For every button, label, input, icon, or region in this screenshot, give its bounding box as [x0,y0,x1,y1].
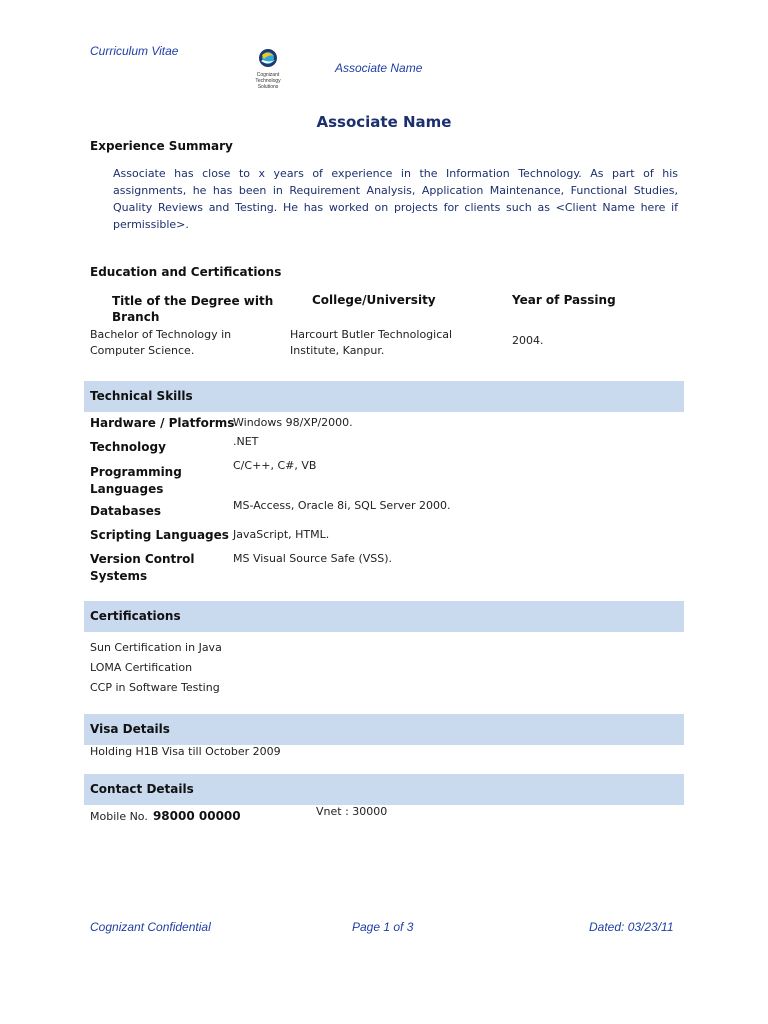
college-line: Harcourt Butler Technological [290,328,453,341]
degree-header-line: Branch [112,310,160,324]
logo-line: Cognizant [256,72,280,78]
education-heading: Education and Certifications [90,265,282,279]
visa-text: Holding H1B Visa till October 2009 [90,745,281,758]
page-title: Associate Name [316,113,452,131]
education-college-cell [290,327,452,359]
experience-summary [113,165,678,233]
visa-heading: Visa Details [84,714,684,745]
logo-line: Technology [255,78,281,84]
skill-label-line: Languages [90,482,164,496]
footer-page-number: Page 1 of 3 [352,920,414,934]
contact-mobile [90,805,241,824]
skill-value: JavaScript, HTML. [233,528,330,541]
skill-label: Scripting Languages [90,528,229,542]
summary-line: assignments, he has been in Requirement Analysis, Application Maintenance, Functional Studies, [113,184,678,197]
skill-label: Hardware / Platforms [90,416,235,430]
certifications-list [90,638,222,698]
certifications-heading: Certifications [84,601,684,632]
degree-line: Computer Science. [90,344,195,357]
education-col-year-header: Year of Passing [512,293,616,307]
logo-line: Solutions [257,84,279,90]
skill-label: Databases [90,504,162,518]
skill-value: Windows 98/XP/2000. [233,416,353,429]
skill-label [90,551,195,585]
mobile-label: Mobile No. [90,810,148,823]
skill-value: C/C++, C#, VB [233,459,317,472]
degree-line: Bachelor of Technology in [90,328,232,341]
list-item: Sun Certification in Java [90,641,222,654]
company-logo [252,48,284,90]
mobile-value: 98000 00000 [152,809,241,823]
list-item: CCP in Software Testing [90,681,220,694]
education-year-cell: 2004. [512,334,544,347]
college-line: Institute, Kanpur. [290,344,385,357]
contact-vnet: Vnet : 30000 [316,805,388,818]
summary-line: permissible>. [113,218,189,231]
education-col-degree-header [112,293,273,325]
experience-heading: Experience Summary [90,139,233,153]
skill-label: Technology [90,440,166,454]
skill-value: .NET [233,435,259,448]
skill-value: MS Visual Source Safe (VSS). [233,552,393,565]
skill-label-line: Systems [90,569,148,583]
footer-confidential: Cognizant Confidential [90,920,211,934]
summary-line: Associate has close to x years of experience in the Information Technology. As part of his [113,167,678,180]
technical-skills-heading: Technical Skills [84,381,684,412]
skill-label-line: Version Control [90,552,195,566]
education-degree-cell [90,327,231,359]
skill-value: MS-Access, Oracle 8i, SQL Server 2000. [233,499,451,512]
footer-date: Dated: 03/23/11 [589,920,674,934]
summary-line: Quality Reviews and Testing. He has worked on projects for clients such as <Client Name here if [113,201,678,214]
header-associate-name: Associate Name [335,61,423,75]
header-doc-type: Curriculum Vitae [90,44,179,58]
list-item: LOMA Certification [90,661,193,674]
skill-label-line: Programming [90,465,182,479]
education-col-college-header: College/University [312,293,436,307]
skill-label [90,464,182,498]
globe-logo-icon [252,48,284,68]
contact-heading: Contact Details [84,774,684,805]
degree-header-line: Title of the Degree with [112,294,274,308]
